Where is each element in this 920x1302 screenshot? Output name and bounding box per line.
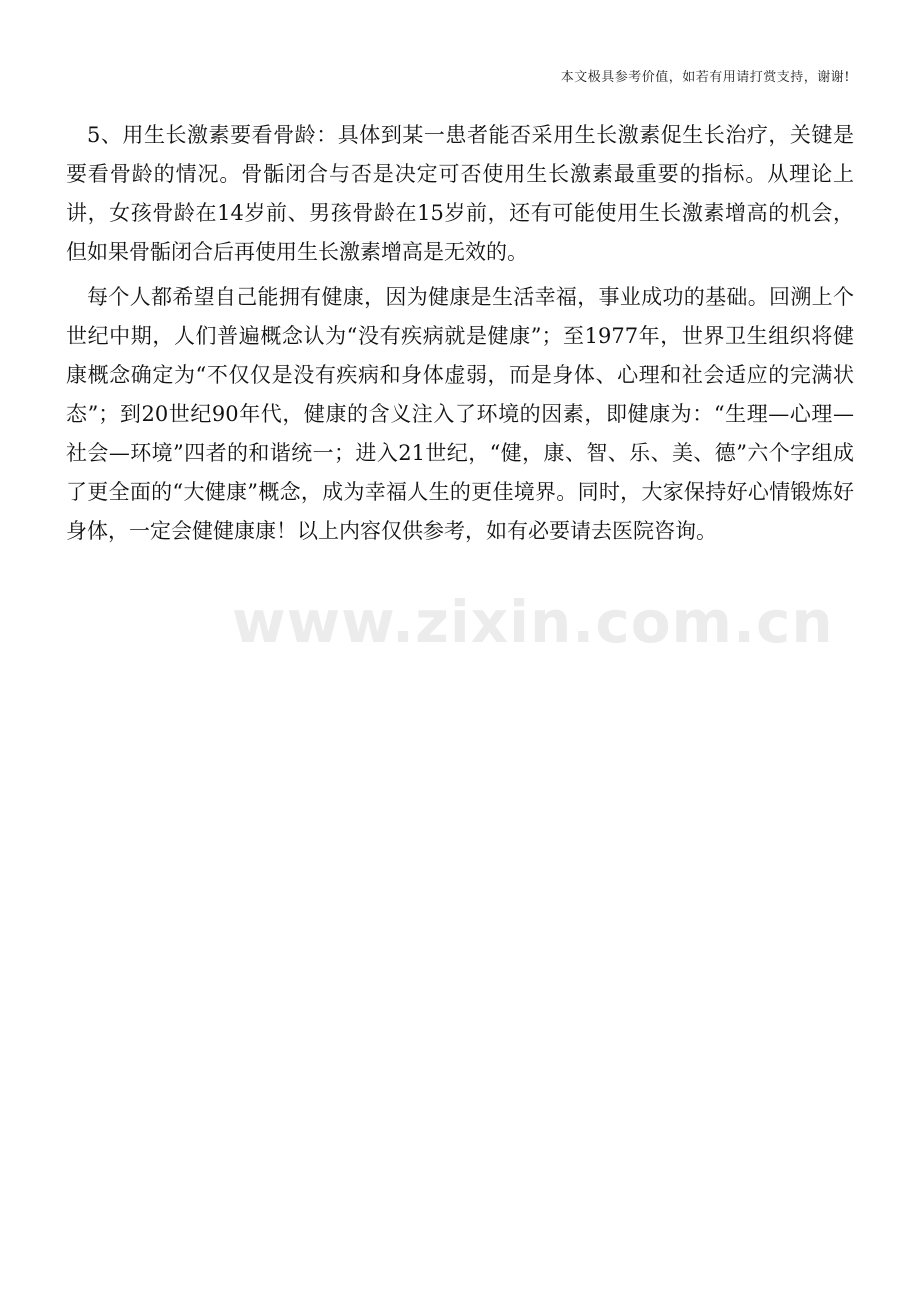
paragraph-health-concept: 每个人都希望自己能拥有健康，因为健康是生活幸福，事业成功的基础。回溯上个世纪中期，人们普遍概念认为“没有疾病就是健康”；至1977年，世界卫生组织将健康概念确定为“不仅仅是没有疾病和身体虚弱，而是身体、心理和社会适应的完满状态”；到20世纪90年代，健康的含义注入了环境的因素，即健康为：“生理—心理—社会—环境”四者的和谐统一；进入21世纪，“健，康、智、乐、美、德”六个字组成了更全面的“大健康”概念，成为幸福人生的更佳境界。同时，大家保持好心情锻炼好身体，一定会健健康康！以上内容仅供参考，如有必要请去医院咨询。 <box>66 285 854 543</box>
paragraph-bone-age: 5、用生长激素要看骨龄：具体到某一患者能否采用生长激素促生长治疗，关键是要看骨龄的情况。骨骺闭合与否是决定可否使用生长激素最重要的指标。从理论上讲，女孩骨龄在14岁前、男孩骨龄在15岁前，还有可能使用生长激素增高的机会，但如果骨骺闭合后再使用生长激素增高是无效的。 <box>66 123 854 264</box>
document-body <box>66 116 854 557</box>
header-note: 本文极具参考价值，如若有用请打赏支持，谢谢! <box>560 70 850 85</box>
watermark: www.zixin.com.cn <box>232 588 834 656</box>
